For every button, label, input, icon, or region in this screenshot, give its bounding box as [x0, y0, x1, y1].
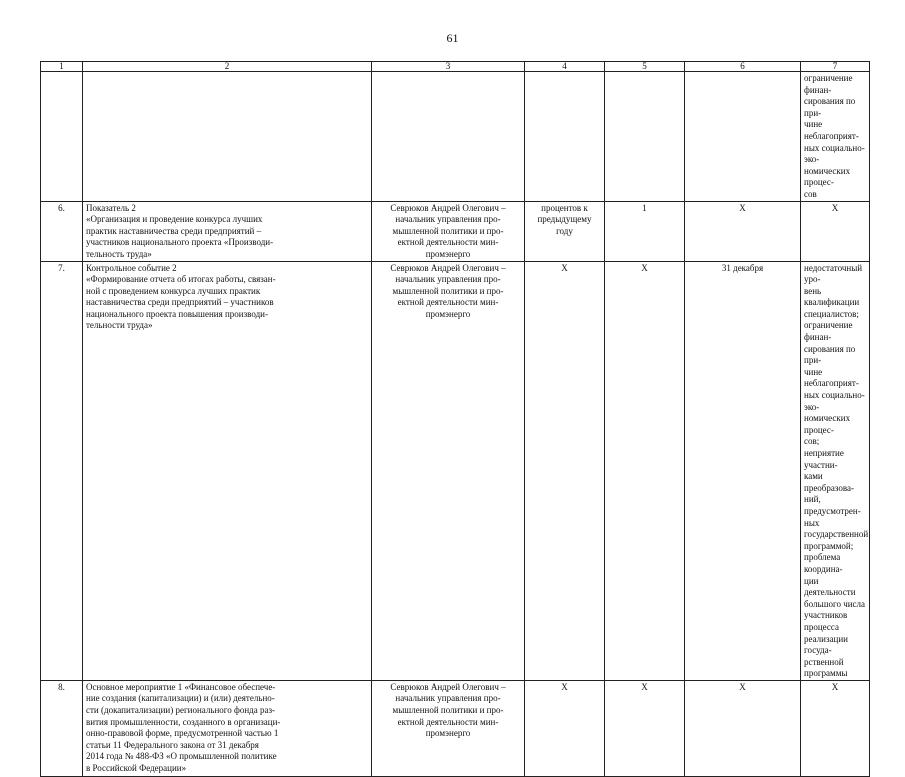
- column-header: 4: [525, 62, 605, 72]
- row-number: [41, 72, 83, 202]
- row-description: Показатель 2 «Организация и проведение конкурса лучших практик наставничества среди предприятий – участников национального проекта «Производи- тельность труда»: [83, 201, 372, 261]
- row-deadline: 31 декабря: [685, 261, 801, 680]
- row-risks: недостаточный уро- вень квалификации специалистов; ограничение финан- сирования по при- чине неблагоприят- ных социально-эко- номических процес- сов; неприятие участни- ками преобразова- ний, предусмотрен- ных государственной программой; проблема координа- ции деятельности большого числа участников процесса реализации госуда- рственной программы: [801, 261, 870, 680]
- row-description: Контрольное событие 2 «Формирование отчета об итогах работы, связан- ной с проведением конкурса лучших практик наставничества среди предприятий – участников национального проекта повышения производи- тельности труда»: [83, 261, 372, 680]
- column-header: 1: [41, 62, 83, 72]
- row-base-value: Х: [605, 261, 685, 680]
- row-responsible: Севрюков Андрей Олегович – начальник управления про- мышленной политики и про- ектной деятельности мин- промэнерго: [372, 261, 525, 680]
- row-responsible: [372, 72, 525, 202]
- row-unit: Х: [525, 680, 605, 776]
- table-row: [41, 680, 870, 776]
- row-unit: процентов к предыдущему году: [525, 201, 605, 261]
- row-deadline: [685, 72, 801, 202]
- row-responsible: Севрюков Андрей Олегович – начальник управления про- мышленной политики и про- ектной деятельности мин- промэнерго: [372, 680, 525, 776]
- row-deadline: Х: [685, 201, 801, 261]
- column-header: 2: [83, 62, 372, 72]
- document-table: [40, 61, 870, 777]
- row-risks: Х: [801, 680, 870, 776]
- row-unit: Х: [525, 261, 605, 680]
- row-risks: Х: [801, 201, 870, 261]
- table-row: [41, 201, 870, 261]
- row-unit: [525, 72, 605, 202]
- row-base-value: Х: [605, 680, 685, 776]
- row-description: Основное мероприятие 1 «Финансовое обеспече- ние создания (капитализации) и (или) деятельно- сти (докапитализации) регионального фонда раз- вития промышленности, созданного в организаци- онно-правовой форме, предусмотренной частью 1 статьи 11 Федерального закона от 31 декабря 2014 года № 488-ФЗ «О промышленной политике в Российской Федерации»: [83, 680, 372, 776]
- column-header-row: [41, 62, 870, 72]
- column-header: 3: [372, 62, 525, 72]
- row-deadline: Х: [685, 680, 801, 776]
- column-header: 5: [605, 62, 685, 72]
- row-description: [83, 72, 372, 202]
- row-number: 7.: [41, 261, 83, 680]
- row-responsible: Севрюков Андрей Олегович – начальник управления про- мышленной политики и про- ектной деятельности мин- промэнерго: [372, 201, 525, 261]
- row-number: 8.: [41, 680, 83, 776]
- table-row: [41, 72, 870, 202]
- row-base-value: 1: [605, 201, 685, 261]
- row-risks: ограничение финан- сирования по при- чине неблагоприят- ных социально-эко- номических процес- сов: [801, 72, 870, 202]
- table-row: [41, 261, 870, 680]
- row-base-value: [605, 72, 685, 202]
- column-header: 7: [801, 62, 870, 72]
- row-number: 6.: [41, 201, 83, 261]
- column-header: 6: [685, 62, 801, 72]
- page-number: 61: [446, 31, 459, 45]
